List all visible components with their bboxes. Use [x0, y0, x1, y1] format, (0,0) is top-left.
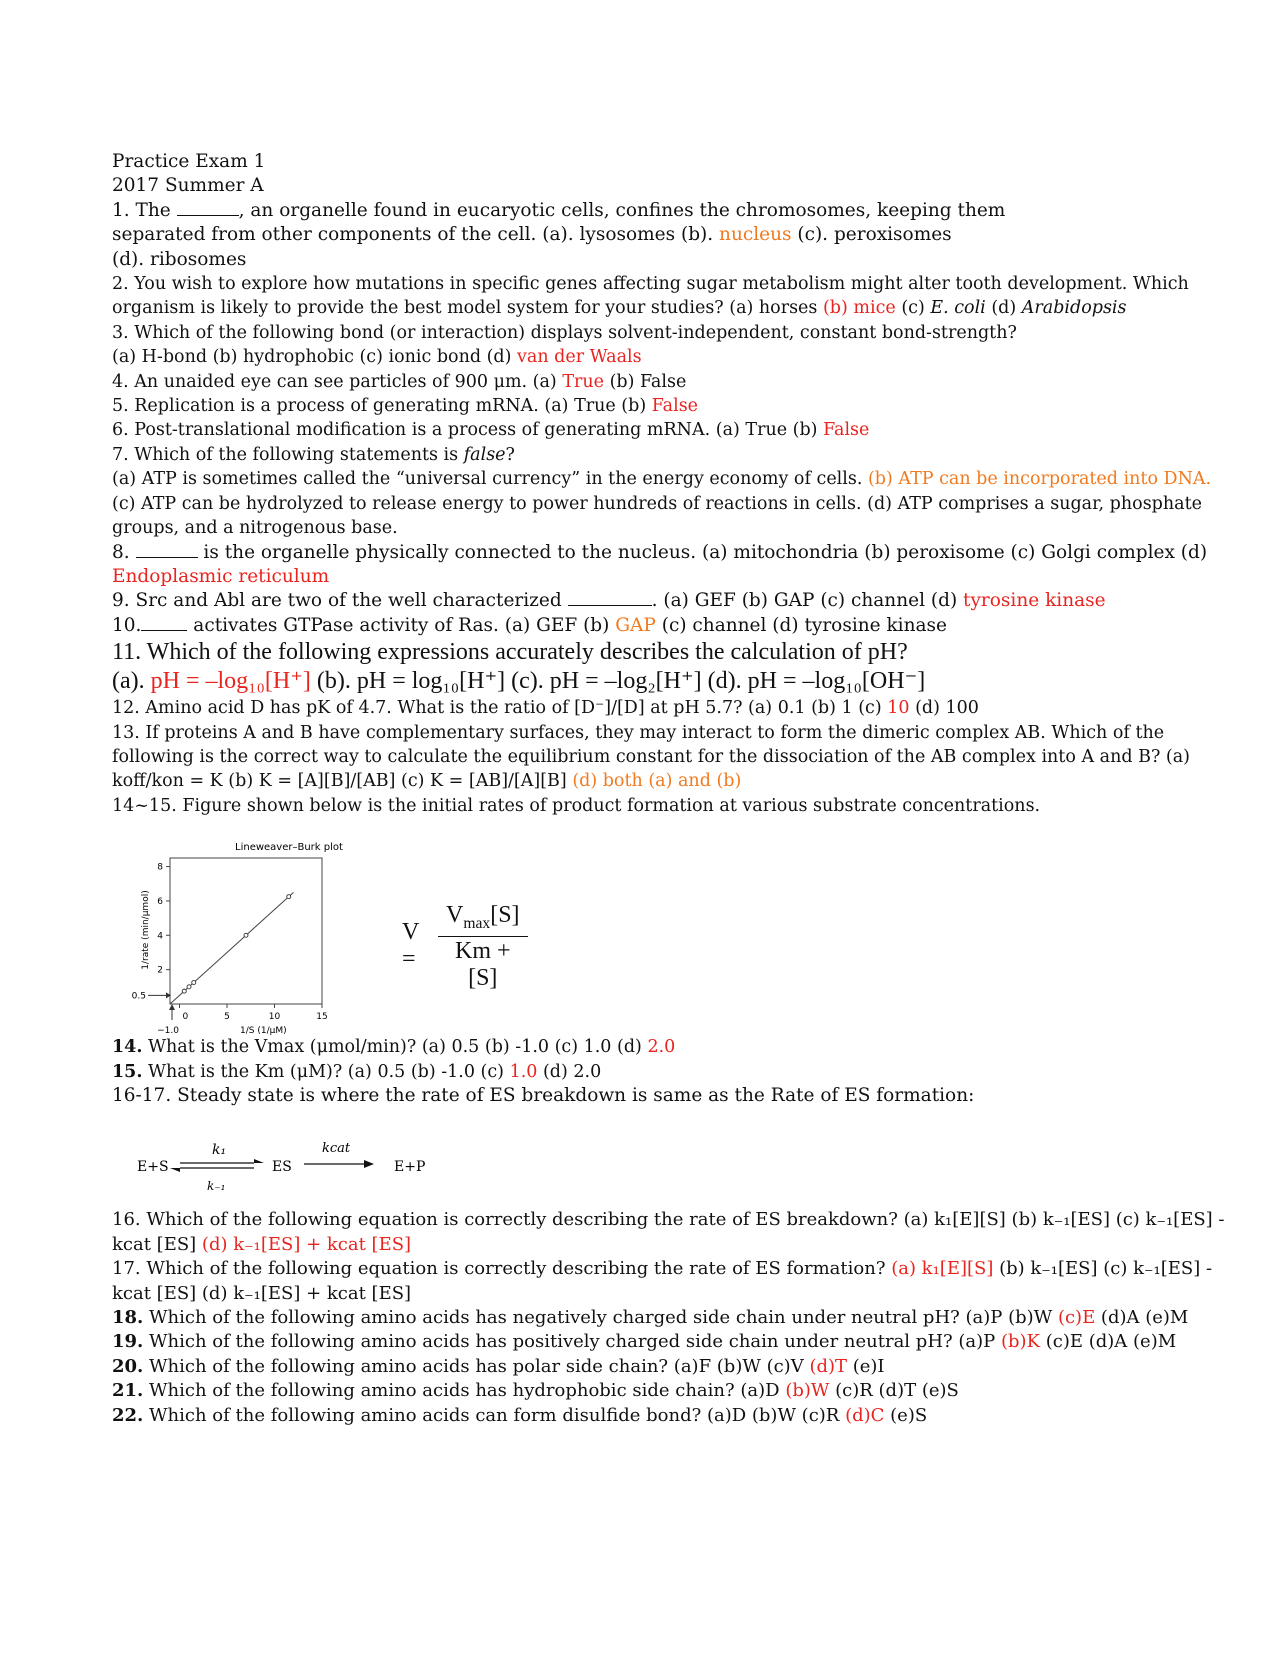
question-21: 21. Which of the following amino acids has hydrophobic side chain? (a)D (b)W (c)R (d)T (e)S — [112, 1380, 959, 1402]
y-intercept-label: 0.5 — [131, 991, 146, 1002]
fill-in-blank — [568, 589, 652, 606]
rate-constant-k1: k₁ — [212, 1142, 227, 1159]
forward-arrowhead — [254, 1159, 264, 1163]
answer: (b) mice — [822, 298, 896, 319]
question-8-line-1: 8. is the organelle physically connected to the nucleus. (a) mitochondria (b) peroxisome (c) Golgi complex (d) — [112, 541, 1208, 563]
answer: 1.0 — [509, 1061, 538, 1082]
x-intercept-arrowhead — [169, 1004, 175, 1010]
question-11-line-1: 11. Which of the following expressions accurately describes the calculation of pH? — [112, 639, 908, 666]
question-1-line-3: (d). ribosomes — [112, 248, 247, 270]
question-14: 14. What is the Vmax (μmol/min)? (a) 0.5 (b) -1.0 (c) 1.0 (d) 2.0 — [112, 1037, 676, 1058]
answer: 10 — [887, 698, 910, 719]
y-axis-label: 1/rate (min/μmol) — [141, 890, 151, 970]
figure-row — [112, 830, 1172, 1035]
question-7-line-4: groups, and a nitrogenous base. — [112, 518, 398, 539]
question-19: 19. Which of the following amino acids has positively charged side chain under neutral pH? (a)P (b)K (c)E (d)A (e)M — [112, 1331, 1177, 1353]
question-13-line-2: following is the correct way to calculate the equilibrium constant for the dissociation of the AB complex into A and B? (a) — [112, 746, 1191, 767]
reaction-diagram — [132, 1126, 552, 1206]
answer: True — [562, 371, 604, 392]
answer: (b) ATP can be incorporated into DNA. — [867, 469, 1212, 490]
answer: (b)W — [785, 1380, 830, 1402]
question-12: 12. Amino acid D has pK of 4.7. What is the ratio of [D⁻]/[D] at pH 5.7? (a) 0.1 (b) 1 (c) 10 (d) 100 — [112, 698, 979, 719]
answer: (a) k₁[E][S] — [891, 1258, 994, 1280]
answer: van der Waals — [517, 347, 642, 368]
question-7-line-3: (c) ATP can be hydrolyzed to release energy to power hundreds of reactions in cells. (d) ATP comprises a sugar, phosphate — [112, 493, 1202, 514]
question-13-line-3: koff/kon = K (b) K = [A][B]/[AB] (c) K = [AB]/[A][B] (d) both (a) and (b) — [112, 771, 742, 792]
answer: False — [651, 396, 699, 417]
x-tick-label: 0 — [182, 1012, 189, 1023]
data-point — [187, 985, 191, 989]
answer: (c)E — [1057, 1307, 1096, 1328]
fill-in-blank — [141, 614, 187, 631]
question-4: 4. An unaided eye can see particles of 900 μm. (a) True (b) False — [112, 371, 687, 392]
fill-in-blank — [136, 541, 198, 558]
y-tick-label: 8 — [157, 862, 163, 873]
data-point — [182, 989, 186, 993]
question-1-line-2: separated from other components of the cell. (a). lysosomes (b). nucleus (c). peroxisomes — [112, 224, 952, 246]
question-17-line-2: kcat [ES] (d) k₋₁[ES] + kcat [ES] — [112, 1282, 412, 1304]
y-tick-label: 2 — [157, 965, 163, 976]
catalytic-arrowhead — [364, 1160, 374, 1168]
reverse-arrowhead — [170, 1168, 180, 1172]
fill-in-blank — [177, 199, 239, 216]
y-tick-label: 6 — [157, 897, 163, 908]
enzyme-substrate-complex: ES — [272, 1159, 292, 1176]
question-3-line-1: 3. Which of the following bond (or interaction) displays solvent-independent, constant bond-strength? — [112, 322, 1017, 343]
question-16-line-1: 16. Which of the following equation is correctly describing the rate of ES breakdown? (a) k₁[E][S] (b) k₋₁[ES] (c) k₋₁[ES] - — [112, 1209, 1225, 1231]
answer: GAP — [615, 614, 656, 636]
chart-title: Lineweaver–Burk plot — [235, 842, 343, 854]
answer: (d) k₋₁[ES] + kcat [ES] — [201, 1233, 412, 1255]
x-axis-label: 1/S (1/μM) — [240, 1026, 287, 1036]
reactants: E+S — [137, 1159, 169, 1176]
equation-denominator: Km + [S] — [455, 937, 511, 991]
data-point — [244, 933, 248, 937]
exam-page — [112, 150, 1225, 1428]
question-5: 5. Replication is a process of generating mRNA. (a) True (b) False — [112, 396, 699, 417]
rate-constant-kcat: kcat — [322, 1141, 351, 1157]
answer: nucleus — [719, 224, 792, 246]
answer: (d)T — [809, 1355, 848, 1377]
products: E+P — [394, 1159, 426, 1176]
question-3-line-2: (a) H-bond (b) hydrophobic (c) ionic bond (d) van der Waals — [112, 347, 642, 368]
reaction-scheme — [112, 1116, 1172, 1208]
answer: (d)C — [845, 1404, 885, 1426]
fraction-bar — [438, 936, 528, 937]
exam-term: 2017 Summer A — [112, 175, 264, 197]
exam-title: Practice Exam 1 — [112, 151, 266, 172]
lineweaver-burk-plot — [120, 830, 420, 1035]
question-16-line-2: kcat [ES] (d) k₋₁[ES] + kcat [ES] — [112, 1233, 412, 1255]
data-point — [192, 981, 196, 985]
question-2-line-1: 2. You wish to explore how mutations in specific genes affecting sugar metabolism might alter tooth development. Which — [112, 274, 1189, 295]
question-7-line-2: (a) ATP is sometimes called the “universal currency” in the energy economy of cells. (b) ATP can be incorporated into DNA. — [112, 469, 1212, 490]
question-17-line-1: 17. Which of the following equation is correctly describing the rate of ES formation? (a) k₁[E][S] (b) k₋₁[ES] (c) k₋₁[ES] - — [112, 1258, 1213, 1280]
answer: (d) both (a) and (b) — [572, 771, 742, 792]
x-tick-label: 15 — [316, 1012, 328, 1023]
answer: tyrosine kinase — [963, 590, 1106, 612]
question-8-answer: Endoplasmic reticulum — [112, 565, 330, 587]
x-tick-label: 10 — [268, 1012, 281, 1023]
question-10: 10. activates GTPase activity of Ras. (a) GEF (b) GAP (c) channel (d) tyrosine kinase — [112, 614, 947, 636]
answer: pH = –log₁₀[H⁺] — [150, 668, 311, 695]
question-7-line-1: 7. Which of the following statements is false? — [112, 444, 515, 465]
question-15: 15. What is the Km (μM)? (a) 0.5 (b) -1.0 (c) 1.0 (d) 2.0 — [112, 1061, 602, 1082]
rate-constant-k-minus-1: k₋₁ — [207, 1179, 226, 1194]
equation-numerator: $V_{max}[S]$ — [446, 902, 520, 932]
x-intercept-label: −1.0 — [157, 1026, 179, 1036]
question-13-line-1: 13. If proteins A and B have complementary surfaces, they may interact to form the dimeric complex AB. Which of the — [112, 722, 1165, 743]
equation-fraction — [438, 902, 528, 992]
x-tick-label: 5 — [224, 1012, 230, 1023]
question-16-17-intro: 16-17. Steady state is where the rate of ES breakdown is same as the Rate of ES formation: — [112, 1084, 975, 1106]
answer: 2.0 — [647, 1037, 676, 1058]
question-20: 20. Which of the following amino acids has polar side chain? (a)F (b)W (c)V (d)T (e)I — [112, 1355, 885, 1377]
question-22: 22. Which of the following amino acids can form disulfide bond? (a)D (b)W (c)R (d)C (e)S — [112, 1404, 928, 1426]
y-tick-label: 4 — [157, 931, 163, 942]
question-18: 18. Which of the following amino acids has negatively charged side chain under neutral pH? (a)P (b)W (c)E (d)A (e)M — [112, 1307, 1189, 1328]
equation-lhs: V = — [402, 919, 419, 973]
question-1-line-1: 1. The , an organelle found in eucaryotic cells, confines the chromosomes, keeping them — [112, 199, 1006, 221]
question-14-15-intro: 14~15. Figure shown below is the initial rates of product formation at various substrate concentrations. — [112, 795, 1041, 816]
question-9: 9. Src and Abl are two of the well characterized . (a) GEF (b) GAP (c) channel (d) tyrosine kinase — [112, 590, 1106, 612]
answer: False — [823, 420, 870, 441]
data-point — [287, 895, 291, 899]
question-11-line-2: (a). pH = –log₁₀[H⁺] (b). pH = log₁₀[H⁺] (c). pH = –log₂[H⁺] (d). pH = –log₁₀[OH⁻] — [112, 668, 926, 695]
answer: (b)K — [1001, 1331, 1041, 1353]
question-6: 6. Post-translational modification is a process of generating mRNA. (a) True (b) False — [112, 420, 870, 441]
question-2-line-2: organism is likely to provide the best model system for your studies? (a) horses (b) mice (c) E. coli (d) Arabidopsis — [112, 298, 1127, 319]
